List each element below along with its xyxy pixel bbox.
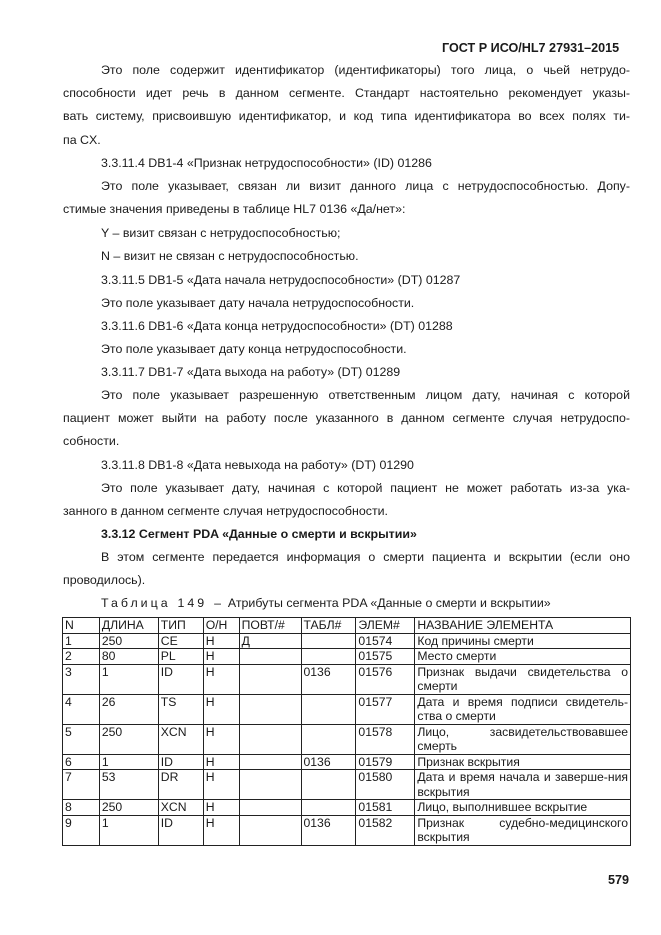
cell-length: 1 bbox=[99, 754, 158, 770]
cell-element-name: Лицо, выполнившее вскрытие bbox=[415, 800, 631, 816]
section-heading-3-3-12: 3.3.12 Сегмент PDA «Данные о смерти и вскрытии» bbox=[101, 527, 417, 541]
document-header: ГОСТ Р ИСО/HL7 27931–2015 bbox=[442, 41, 620, 55]
cell-table bbox=[301, 724, 356, 754]
cell-table bbox=[301, 694, 356, 724]
cell-optionality: Н bbox=[203, 649, 239, 665]
cell-n: 5 bbox=[63, 724, 100, 754]
cell-element: 01578 bbox=[356, 724, 415, 754]
cell-n: 1 bbox=[63, 633, 100, 649]
cell-optionality: Н bbox=[203, 770, 239, 800]
cell-length: 1 bbox=[99, 815, 158, 845]
cell-optionality: Н bbox=[203, 664, 239, 694]
text-line: занного в данном сегменте случая нетрудоспособности. bbox=[63, 504, 388, 519]
cell-element-name: Дата и время подписи свидетель-ства о смерти bbox=[415, 694, 631, 724]
cell-element: 01582 bbox=[356, 815, 415, 845]
cell-element-name: Дата и время начала и заверше-ния вскрытия bbox=[415, 770, 631, 800]
cell-repeat bbox=[239, 664, 301, 694]
table-row bbox=[63, 649, 631, 665]
cell-repeat bbox=[239, 815, 301, 845]
text-line: собности. bbox=[63, 434, 120, 449]
section-heading-3-3-11-7: 3.3.11.7 DB1-7 «Дата выхода на работу» (DT) 01289 bbox=[101, 365, 401, 379]
header-cell-element: ЭЛЕМ# bbox=[356, 618, 415, 634]
table-row bbox=[63, 754, 631, 770]
cell-optionality: Н bbox=[203, 754, 239, 770]
cell-type: XCN bbox=[158, 800, 203, 816]
paragraph-unable-to-work bbox=[63, 477, 630, 523]
section-heading-3-3-11-6: 3.3.11.6 DB1-6 «Дата конца нетрудоспособности» (DT) 01288 bbox=[101, 319, 453, 333]
cell-type: ID bbox=[158, 815, 203, 845]
cell-length: 250 bbox=[99, 633, 158, 649]
text-line: па CX. bbox=[63, 132, 101, 147]
cell-table: 0136 bbox=[301, 754, 356, 770]
cell-length: 53 bbox=[99, 770, 158, 800]
text-line: способности идет речь в данном сегменте. Стандарт настоятельно рекомендует указы- bbox=[63, 86, 630, 101]
cell-repeat bbox=[239, 724, 301, 754]
text-line: Это поле указывает разрешенную ответственным лицом дату, начиная с которой bbox=[101, 388, 630, 402]
cell-n: 6 bbox=[63, 754, 100, 770]
cell-optionality: Н bbox=[203, 633, 239, 649]
cell-repeat bbox=[239, 649, 301, 665]
table-row bbox=[63, 694, 631, 724]
section-heading-3-3-11-5: 3.3.11.5 DB1-5 «Дата начала нетрудоспособности» (DT) 01287 bbox=[101, 273, 461, 287]
text-line: Это поле указывает, связан ли визит данного лица с нетрудоспособностью. Допу- bbox=[101, 179, 630, 193]
cell-optionality: Н bbox=[203, 694, 239, 724]
cell-repeat bbox=[239, 800, 301, 816]
header-cell-optionality: О/Н bbox=[203, 618, 239, 634]
pda-attributes-table bbox=[62, 617, 631, 846]
paragraph-start-date: Это поле указывает дату начала нетрудоспособности. bbox=[101, 296, 415, 310]
header-cell-type: ТИП bbox=[158, 618, 203, 634]
table-caption-dash: – bbox=[214, 596, 221, 610]
cell-repeat bbox=[239, 770, 301, 800]
value-y-line: Y – визит связан с нетрудоспособностью; bbox=[101, 226, 341, 240]
table-row bbox=[63, 815, 631, 845]
cell-type: ID bbox=[158, 754, 203, 770]
cell-repeat bbox=[239, 754, 301, 770]
paragraph-disability-flag bbox=[63, 175, 630, 221]
cell-table bbox=[301, 649, 356, 665]
header-cell-table: ТАБЛ# bbox=[301, 618, 356, 634]
header-cell-length: ДЛИНА bbox=[99, 618, 158, 634]
header-cell-element-name: НАЗВАНИЕ ЭЛЕМЕНТА bbox=[415, 618, 631, 634]
cell-table: 0136 bbox=[301, 815, 356, 845]
text-line: стимые значения приведены в таблице HL7 0136 «Да/нет»: bbox=[63, 202, 406, 217]
header-cell-repeat: ПОВТ/# bbox=[239, 618, 301, 634]
table-header-row bbox=[63, 618, 631, 634]
cell-element: 01576 bbox=[356, 664, 415, 694]
cell-type: DR bbox=[158, 770, 203, 800]
text-line: Это поле указывает дату, начиная с которой пациент не может работать из-за ука- bbox=[101, 481, 630, 495]
cell-element-name: Признак вскрытия bbox=[415, 754, 631, 770]
cell-element: 01579 bbox=[356, 754, 415, 770]
table-caption-word: Таблица bbox=[101, 596, 171, 610]
cell-n: 4 bbox=[63, 694, 100, 724]
cell-length: 250 bbox=[99, 800, 158, 816]
paragraph-identifier bbox=[63, 59, 630, 152]
cell-optionality: Н bbox=[203, 800, 239, 816]
cell-element-name: Признак судебно-медицинского вскрытия bbox=[415, 815, 631, 845]
table-row bbox=[63, 770, 631, 800]
cell-element: 01580 bbox=[356, 770, 415, 800]
cell-length: 80 bbox=[99, 649, 158, 665]
text-line: вать систему, присвоившую идентификатор, и код типа идентификатора во всех полях ти- bbox=[63, 109, 630, 124]
paragraph-return-to-work bbox=[63, 384, 630, 454]
cell-n: 9 bbox=[63, 815, 100, 845]
section-heading-3-3-11-4: 3.3.11.4 DB1-4 «Признак нетрудоспособности» (ID) 01286 bbox=[101, 156, 432, 170]
text-line: проводилось). bbox=[63, 573, 146, 588]
cell-element: 01581 bbox=[356, 800, 415, 816]
cell-n: 2 bbox=[63, 649, 100, 665]
cell-type: PL bbox=[158, 649, 203, 665]
value-n-line: N – визит не связан с нетрудоспособностью. bbox=[101, 249, 359, 263]
cell-element-name: Место смерти bbox=[415, 649, 631, 665]
cell-n: 7 bbox=[63, 770, 100, 800]
section-heading-3-3-11-8: 3.3.11.8 DB1-8 «Дата невыхода на работу» (DT) 01290 bbox=[101, 458, 414, 472]
cell-table bbox=[301, 633, 356, 649]
text-line: пациент может выйти на работу после указанного в данном сегменте случая нетрудоспо- bbox=[63, 411, 630, 426]
cell-element-name: Лицо, засвидетельствовавшее смерть bbox=[415, 724, 631, 754]
page-number: 579 bbox=[608, 873, 630, 887]
cell-length: 250 bbox=[99, 724, 158, 754]
table-row bbox=[63, 633, 631, 649]
cell-table bbox=[301, 770, 356, 800]
table-caption bbox=[101, 596, 551, 610]
cell-table bbox=[301, 800, 356, 816]
cell-element-name: Код причины смерти bbox=[415, 633, 631, 649]
cell-repeat: Д bbox=[239, 633, 301, 649]
text-line: В этом сегменте передается информация о смерти пациента и вскрытии (если оно bbox=[101, 550, 630, 564]
cell-type: CE bbox=[158, 633, 203, 649]
cell-length: 1 bbox=[99, 664, 158, 694]
cell-element: 01575 bbox=[356, 649, 415, 665]
table-caption-text: Атрибуты сегмента PDA «Данные о смерти и вскрытии» bbox=[227, 596, 551, 610]
table-row bbox=[63, 724, 631, 754]
cell-type: XCN bbox=[158, 724, 203, 754]
table-row bbox=[63, 664, 631, 694]
cell-n: 3 bbox=[63, 664, 100, 694]
table-row bbox=[63, 800, 631, 816]
cell-table: 0136 bbox=[301, 664, 356, 694]
text-line: Это поле содержит идентификатор (идентификаторы) того лица, о чьей нетрудо- bbox=[101, 63, 630, 77]
paragraph-pda-segment bbox=[63, 546, 630, 592]
cell-optionality: Н bbox=[203, 724, 239, 754]
cell-element-name: Признак выдачи свидетельства о смерти bbox=[415, 664, 631, 694]
header-cell-n: N bbox=[63, 618, 100, 634]
table-caption-number: 149 bbox=[177, 596, 208, 610]
cell-optionality: Н bbox=[203, 815, 239, 845]
cell-element: 01577 bbox=[356, 694, 415, 724]
cell-type: TS bbox=[158, 694, 203, 724]
cell-element: 01574 bbox=[356, 633, 415, 649]
cell-length: 26 bbox=[99, 694, 158, 724]
cell-repeat bbox=[239, 694, 301, 724]
paragraph-end-date: Это поле указывает дату конца нетрудоспособности. bbox=[101, 342, 407, 356]
cell-n: 8 bbox=[63, 800, 100, 816]
cell-type: ID bbox=[158, 664, 203, 694]
